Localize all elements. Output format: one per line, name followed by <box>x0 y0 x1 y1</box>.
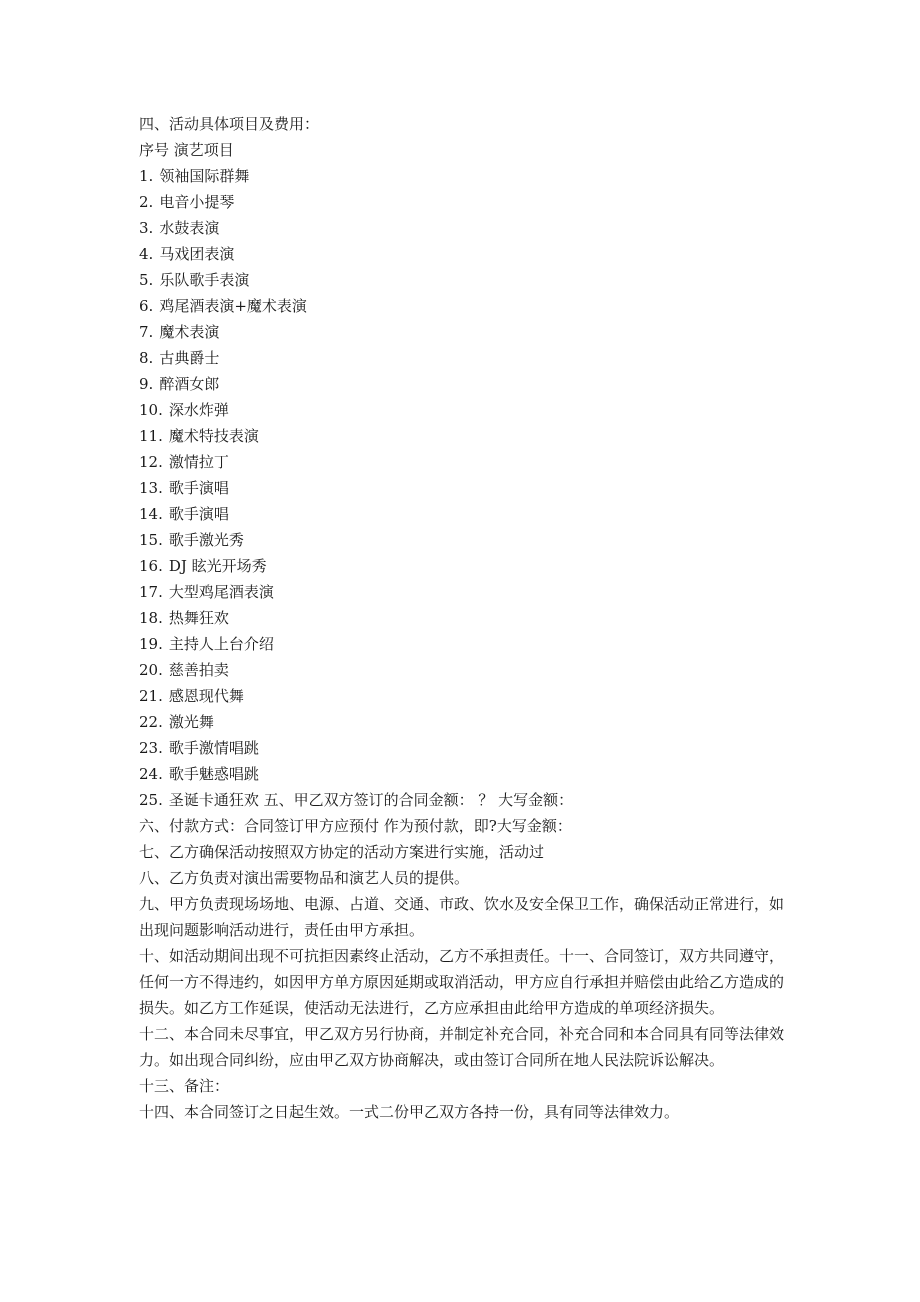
program-item-text: 激光舞 <box>168 713 214 731</box>
program-item-text: 魔术表演 <box>159 323 220 341</box>
program-item <box>139 553 784 579</box>
program-table-header: 序号 演艺项目 <box>139 141 234 159</box>
program-item-text: 乐队歌手表演 <box>159 271 250 289</box>
program-item <box>139 449 784 475</box>
program-item <box>139 683 784 709</box>
program-item-number: 15. <box>139 531 163 549</box>
program-item-text: 歌手激情唱跳 <box>168 739 259 757</box>
program-item <box>139 189 784 215</box>
program-item <box>139 605 784 631</box>
program-item-number: 17. <box>139 583 163 601</box>
program-item <box>139 241 784 267</box>
clause-8: 八、乙方负责对演出需要物品和演艺人员的提供。 <box>139 869 470 887</box>
program-item-text: 热舞狂欢 <box>168 609 229 627</box>
program-item-number: 16. <box>139 557 163 575</box>
program-item <box>139 709 784 735</box>
program-item <box>139 163 784 189</box>
clause-10-11: 十、如活动期间出现不可抗拒因素终止活动，乙方不承担责任。十一、合同签订，双方共同遵守，任何一方不得违约，如因甲方单方原因延期或取消活动，甲方应自行承担并赔偿由此给乙方造成的损失。如乙方工作延误，使活动无法进行，乙方应承担由此给甲方造成的单项经济损失。 <box>139 947 785 1017</box>
program-item-text: 圣诞卡通狂欢 五、甲乙双方签订的合同金额： ？ 大写金额： <box>168 791 574 809</box>
program-item <box>139 319 784 345</box>
program-item-text: 歌手演唱 <box>168 505 229 523</box>
program-item-number: 8. <box>139 349 154 367</box>
program-item-text: 水鼓表演 <box>159 219 220 237</box>
program-item <box>139 579 784 605</box>
program-item-number: 7. <box>139 323 154 341</box>
program-item-text: 魔术特技表演 <box>168 427 259 445</box>
program-item-text: 感恩现代舞 <box>168 687 244 705</box>
program-item-number: 23. <box>139 739 163 757</box>
program-item-text: 歌手演唱 <box>168 479 229 497</box>
program-item-text: 歌手魅惑唱跳 <box>168 765 259 783</box>
program-item-text: 领袖国际群舞 <box>159 167 250 185</box>
program-item-text: 鸡尾酒表演+魔术表演 <box>159 297 307 315</box>
program-item-number: 4. <box>139 245 154 263</box>
program-item-text: 歌手激光秀 <box>168 531 244 549</box>
program-item-number: 11. <box>139 427 163 445</box>
program-item-number: 21. <box>139 687 163 705</box>
program-item-text: 醉酒女郎 <box>159 375 220 393</box>
program-item-text: 马戏团表演 <box>159 245 235 263</box>
clause-7: 七、乙方确保活动按照双方协定的活动方案进行实施，活动过 <box>139 843 545 861</box>
program-item-number: 19. <box>139 635 163 653</box>
program-item-number: 13. <box>139 479 163 497</box>
program-item-number: 18. <box>139 609 163 627</box>
clause-12: 十二、本合同未尽事宜，甲乙双方另行协商，并制定补充合同，补充合同和本合同具有同等法律效力。如出现合同纠纷，应由甲乙双方协商解决，或由签订合同所在地人民法院诉讼解决。 <box>139 1025 785 1069</box>
program-item <box>139 735 784 761</box>
program-item-text: 深水炸弹 <box>168 401 229 419</box>
section-4-heading: 四、活动具体项目及费用： <box>139 115 320 133</box>
program-item <box>139 215 784 241</box>
program-item-number: 2. <box>139 193 154 211</box>
program-item-text: DJ 眩光开场秀 <box>168 557 267 575</box>
program-item <box>139 475 784 501</box>
program-item <box>139 527 784 553</box>
program-item-number: 10. <box>139 401 163 419</box>
program-item-number: 25. <box>139 791 163 809</box>
program-item <box>139 267 784 293</box>
clause-6: 六、付款方式：合同签订甲方应预付 作为预付款，即?大写金额： <box>139 817 572 835</box>
program-item-text: 电音小提琴 <box>159 193 235 211</box>
program-item-number: 9. <box>139 375 154 393</box>
program-item <box>139 423 784 449</box>
program-item-number: 1. <box>139 167 154 185</box>
program-item <box>139 345 784 371</box>
program-item-text: 古典爵士 <box>159 349 220 367</box>
program-item-text: 大型鸡尾酒表演 <box>168 583 274 601</box>
contract-body <box>139 111 784 1125</box>
program-item-number: 3. <box>139 219 154 237</box>
program-item <box>139 787 784 813</box>
program-item <box>139 397 784 423</box>
program-item <box>139 371 784 397</box>
program-item-text: 主持人上台介绍 <box>168 635 274 653</box>
clause-14: 十四、本合同签订之日起生效。一式二份甲乙双方各持一份，具有同等法律效力。 <box>139 1103 680 1121</box>
program-item <box>139 293 784 319</box>
program-item-number: 14. <box>139 505 163 523</box>
program-item-number: 6. <box>139 297 154 315</box>
program-item <box>139 761 784 787</box>
program-item-number: 24. <box>139 765 163 783</box>
program-item-number: 20. <box>139 661 163 679</box>
program-item-number: 5. <box>139 271 154 289</box>
clause-13: 十三、备注： <box>139 1077 230 1095</box>
clause-9: 九、甲方负责现场场地、电源、占道、交通、市政、饮水及安全保卫工作，确保活动正常进行，如出现问题影响活动进行，责任由甲方承担。 <box>139 895 785 939</box>
program-item <box>139 631 784 657</box>
program-item-text: 慈善拍卖 <box>168 661 229 679</box>
program-item <box>139 501 784 527</box>
program-list <box>139 163 784 813</box>
program-item-number: 12. <box>139 453 163 471</box>
program-item <box>139 657 784 683</box>
program-item-text: 激情拉丁 <box>168 453 229 471</box>
program-item-number: 22. <box>139 713 163 731</box>
